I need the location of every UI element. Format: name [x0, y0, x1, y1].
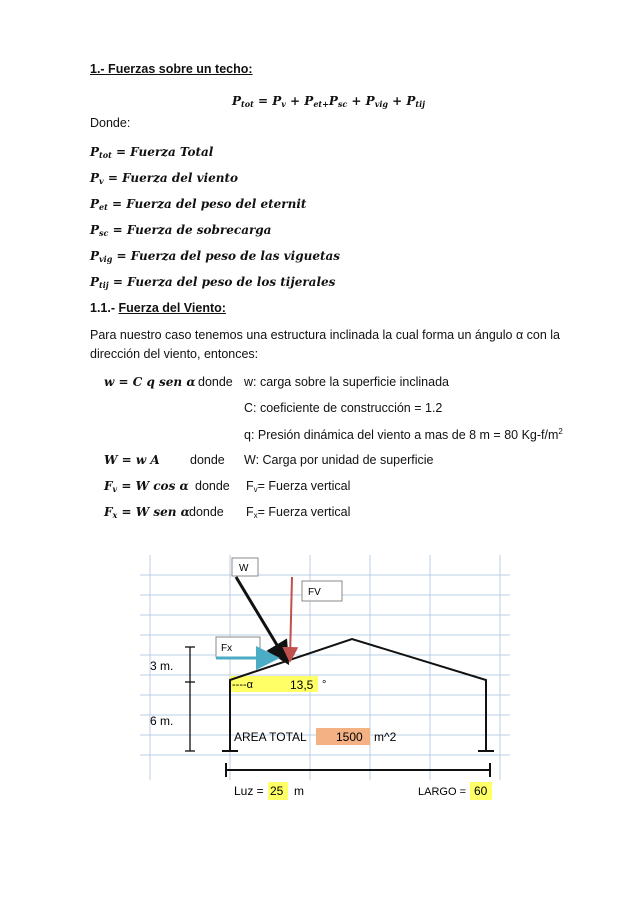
roof-force-diagram [140, 555, 520, 805]
term-sym: P [328, 94, 338, 108]
eq3-sub: v [112, 484, 118, 494]
eq3-desc [246, 479, 350, 494]
eq4-desc [246, 505, 350, 520]
def-sub: vig [99, 254, 113, 264]
area-unit: m^2 [374, 730, 397, 744]
eq1-formula: w = C q sen α [104, 375, 196, 389]
definition-line [90, 171, 238, 186]
eq3-desc-sub: v [253, 485, 258, 494]
term-sub: tij [415, 99, 426, 109]
formula-eq: = [253, 94, 273, 108]
alpha-label: ----α [232, 679, 254, 691]
formula-lhs-sub: tot [241, 99, 254, 109]
term-sub: sc [337, 99, 348, 109]
angle-value: 13,5 [290, 678, 314, 692]
eq1-desc3 [244, 427, 563, 442]
main-formula [232, 94, 425, 109]
def-sym: P [90, 223, 100, 237]
eq1-desc2: C: coeficiente de construcción = 1.2 [244, 401, 443, 415]
section-heading: 1.- Fuerzas sobre un techo: [90, 62, 253, 76]
subsection-heading [90, 301, 226, 315]
def-sub: tij [99, 280, 109, 290]
donde-label: Donde: [90, 116, 131, 130]
eq1-desc3-sup: 2 [558, 427, 563, 436]
definition-line [90, 249, 340, 264]
dim-3m-label: 3 m. [150, 659, 174, 673]
eq3-donde: donde [195, 479, 230, 493]
fx-label: Fx [221, 643, 233, 654]
definition-line [90, 223, 271, 238]
term-sym: P [365, 94, 375, 108]
term-sym: P [406, 94, 416, 108]
eq4-desc-sub: x [253, 511, 258, 520]
term-op: + [285, 94, 305, 108]
def-sub: sc [99, 228, 109, 238]
def-sym: P [90, 275, 100, 289]
def-text: = Fuerza Total [111, 145, 214, 159]
eq4-desc-text: = Fuerza vertical [257, 505, 351, 519]
eq3-formula [104, 479, 189, 494]
luz-label: Luz = [234, 784, 264, 798]
term-sub: et+ [313, 99, 329, 109]
eq4-donde: donde [189, 505, 224, 519]
def-text: = Fuerza del peso del eternit [107, 197, 307, 211]
term-sub: v [281, 99, 286, 109]
eq4-desc-sym: F [246, 505, 254, 519]
term-sym: P [304, 94, 314, 108]
def-sub: tot [99, 150, 112, 160]
angle-unit: ° [322, 679, 327, 691]
eq3-sym: F [104, 479, 113, 493]
def-sym: P [90, 145, 100, 159]
def-sym: P [90, 171, 100, 185]
luz-unit: m [294, 784, 304, 798]
w-label: W [239, 563, 249, 574]
eq4-formula [104, 505, 190, 520]
subsection-number: 1.1.- [90, 301, 119, 315]
def-sub: et [99, 202, 108, 212]
definition-line [90, 197, 306, 212]
def-text: = Fuerza del peso de los tijerales [108, 275, 336, 289]
term-sub: vig [374, 99, 388, 109]
eq2-formula: W = w A [104, 453, 160, 467]
largo-label: LARGO = [418, 786, 466, 798]
def-text: = Fuerza de sobrecarga [108, 223, 272, 237]
formula-lhs: P [232, 94, 242, 108]
definition-line [90, 275, 335, 290]
eq1-desc3-text: q: Presión dinámica del viento a mas de 8 m = 80 Kg-f/m [244, 428, 559, 443]
def-text: = Fuerza del peso de las viguetas [112, 249, 341, 263]
def-sym: P [90, 249, 100, 263]
eq4-sub: x [112, 510, 118, 520]
dim-6m-label: 6 m. [150, 714, 174, 728]
subsection-title: Fuerza del Viento: [118, 301, 226, 315]
area-value: 1500 [336, 730, 363, 744]
intro-paragraph: Para nuestro caso tenemos una estructura inclinada la cual forma un ángulo α con la dirección del viento, entonces: [90, 328, 561, 361]
eq1-donde: donde [198, 375, 233, 389]
eq4-sym: F [104, 505, 113, 519]
term-sym: P [272, 94, 282, 108]
eq2-donde: donde [190, 453, 225, 467]
definition-line [90, 145, 213, 160]
area-label: AREA TOTAL [234, 730, 307, 744]
eq3-desc-text: = Fuerza vertical [257, 479, 351, 493]
fv-arrow [290, 577, 292, 659]
eq1-desc1: w: carga sobre la superficie inclinada [244, 375, 449, 389]
eq3-rhs: = W cos α [117, 479, 189, 493]
eq3-desc-sym: F [246, 479, 254, 493]
term-op: + [347, 94, 366, 108]
def-sub: v [99, 176, 104, 186]
term-op: + [387, 94, 407, 108]
fv-label: FV [308, 587, 321, 598]
def-sym: P [90, 197, 100, 211]
eq2-desc: W: Carga por unidad de superficie [244, 453, 434, 467]
def-text: = Fuerza del viento [103, 171, 239, 185]
luz-value: 25 [270, 784, 284, 798]
eq4-rhs: = W sen α [117, 505, 190, 519]
largo-value: 60 [474, 784, 488, 798]
